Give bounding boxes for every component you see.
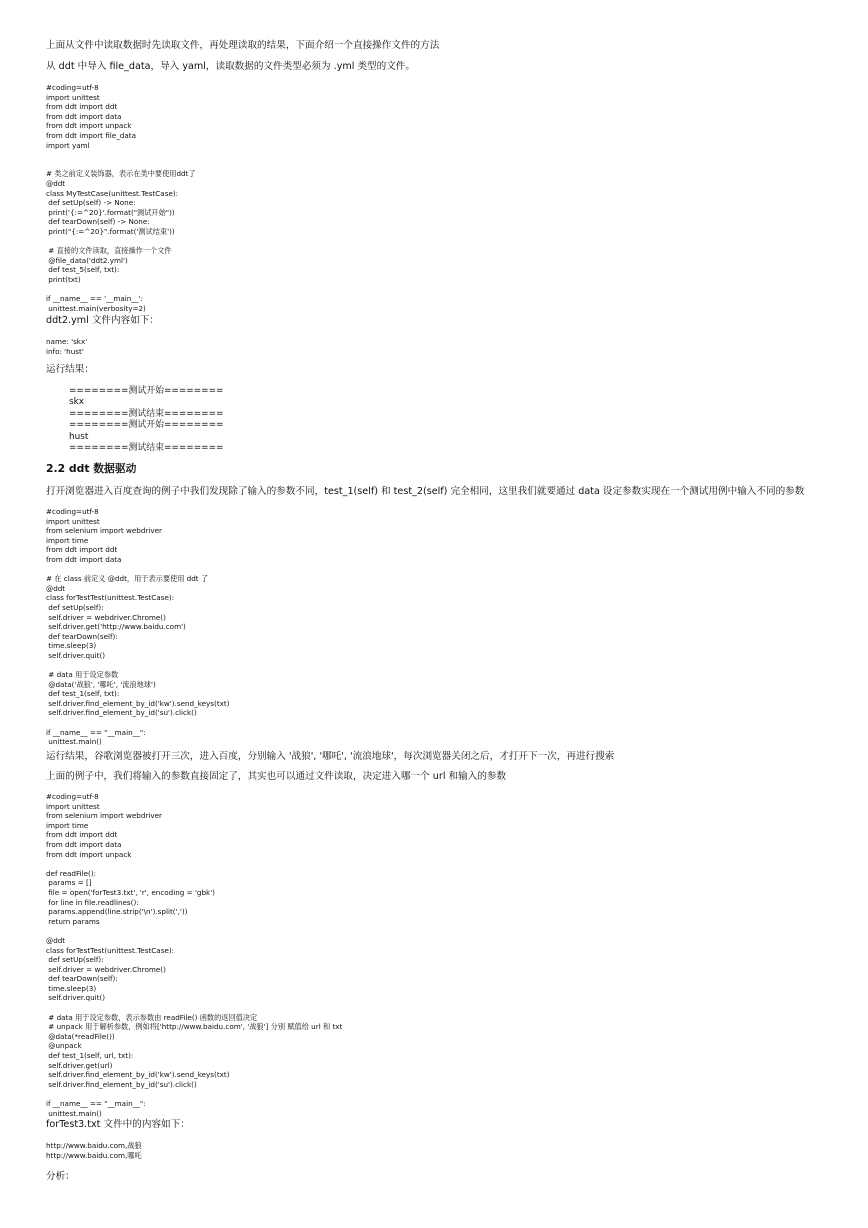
code-line: self.driver.get('http://www.baidu.com') xyxy=(46,622,186,632)
code-line: @ddt xyxy=(46,583,66,593)
code-line: def test_5(self, txt): xyxy=(46,265,120,275)
code-line: time.sleep(3) xyxy=(46,983,97,993)
code-line: # data 用于设定参数 xyxy=(46,670,119,680)
code-line xyxy=(46,926,342,936)
code-line xyxy=(46,1089,342,1099)
code-line: def setUp(self) -> None: xyxy=(46,198,136,208)
code-line: def tearDown(self) -> None: xyxy=(46,217,150,227)
code-line: from ddt import ddt xyxy=(46,102,118,112)
code-line: #coding=utf-8 xyxy=(46,792,99,801)
code-line: self.driver.find_element_by_id('su').click() xyxy=(46,708,197,718)
code-line: def tearDown(self): xyxy=(46,631,118,641)
code-line: info: 'hust' xyxy=(46,346,84,356)
code-line xyxy=(46,160,196,170)
code-line: import unittest xyxy=(46,801,100,811)
code-line: @data('战狼', '哪吒', '流浪地球') xyxy=(46,679,156,689)
code-line: unittest.main(verbosity=2) xyxy=(46,303,146,313)
code-line: if __name__ == "__main__": xyxy=(46,727,146,737)
code-line: def tearDown(self): xyxy=(46,974,118,984)
code-line: # 类之前定义装饰器，表示在类中要使用ddt了 xyxy=(46,169,196,179)
code-line: # 在 class 前定义 @ddt，用于表示要使用 ddt 了 xyxy=(46,574,209,584)
code-line: from selenium import webdriver xyxy=(46,526,163,536)
code-line: def test_1(self, url, txt): xyxy=(46,1051,134,1061)
code-line: self.driver.quit() xyxy=(46,650,106,660)
run-result-paragraph: 运行结果，谷歌浏览器被打开三次，进入百度，分别输入 '战狼', '哪吒', '流浪地球'，每次浏览器关闭之后，才打开下一次，再进行搜索 xyxy=(46,751,615,762)
code-line: ========测试结束======== xyxy=(69,443,224,454)
code-line: self.driver.get(url) xyxy=(46,1060,113,1070)
code-line: @unpack xyxy=(46,1041,82,1051)
code-line xyxy=(46,237,196,247)
code-line: # data 用于设定参数，表示参数由 readFile() 函数的返回值决定 xyxy=(46,1012,258,1022)
code-line: ========测试开始======== xyxy=(69,386,224,396)
code-line: # 直接的文件读取，直接操作一个文件 xyxy=(46,246,172,256)
code-line: class MyTestCase(unittest.TestCase): xyxy=(46,188,179,198)
code-line: class forTestTest(unittest.TestCase): xyxy=(46,945,175,955)
analysis-title: 分析： xyxy=(46,1171,75,1182)
code-line: def setUp(self): xyxy=(46,602,104,612)
code-line: from ddt import ddt xyxy=(46,830,118,840)
code-line: self.driver.quit() xyxy=(46,993,106,1003)
code-line: print("{:=^20}".format('测试结束')) xyxy=(46,226,175,236)
code-line: from ddt import ddt xyxy=(46,545,118,555)
code-line: if __name__ == '__main__': xyxy=(46,294,143,304)
code-line: #coding=utf-8 xyxy=(46,83,99,92)
code-block-yml xyxy=(46,337,87,356)
code-block-read-file xyxy=(46,792,342,1118)
code-line: http://www.baidu.com,战狼 xyxy=(46,1141,142,1150)
code-line: from ddt import data xyxy=(46,554,122,564)
run-result-title: 运行结果： xyxy=(46,364,94,375)
code-block-fortest-file xyxy=(46,1141,142,1160)
code-line: from ddt import data xyxy=(46,111,122,121)
code-line: unittest.main() xyxy=(46,737,102,747)
code-line: if __name__ == "__main__": xyxy=(46,1099,146,1108)
code-line: skx xyxy=(69,397,85,408)
code-line: file = open('forTest3.txt', 'r', encoding = 'gbk') xyxy=(46,887,215,897)
yml-content-title: ddt2.yml 文件内容如下： xyxy=(46,315,159,326)
code-line: params.append(line.strip('\n').split(',')) xyxy=(46,907,188,917)
code-line: import time xyxy=(46,820,89,830)
code-line: self.driver = webdriver.Chrome() xyxy=(46,612,166,622)
code-line: ========测试结束======== xyxy=(69,408,224,419)
code-line: ========测试开始======== xyxy=(69,420,224,431)
code-line: def readFile(): xyxy=(46,868,97,878)
code-line: http://www.baidu.com,哪吒 xyxy=(46,1150,142,1160)
code-line: @file_data('ddt2.yml') xyxy=(46,255,128,265)
code-line: for line in file.readlines(): xyxy=(46,897,139,907)
code-line: from ddt import data xyxy=(46,839,122,849)
code-line: import time xyxy=(46,535,89,545)
code-block-file-data xyxy=(46,83,196,313)
code-line: unittest.main() xyxy=(46,1108,102,1118)
code-line: self.driver = webdriver.Chrome() xyxy=(46,964,166,974)
code-line: self.driver.find_element_by_id('su').click() xyxy=(46,1079,197,1089)
code-line: print('{:=^20}'.format("测试开始")) xyxy=(46,207,175,217)
code-line: import unittest xyxy=(46,92,100,102)
code-line xyxy=(46,859,342,869)
code-line: hust xyxy=(69,431,89,442)
code-line: params = [] xyxy=(46,878,92,888)
code-line xyxy=(46,150,196,160)
code-line: return params xyxy=(46,916,100,926)
code-line xyxy=(46,284,196,294)
intro-paragraph-2: 从 ddt 中导入 file_data，导入 yaml，读取数据的文件类型必须为 .yml 类型的文件。 xyxy=(46,61,415,72)
code-line xyxy=(46,661,230,671)
code-line xyxy=(46,718,230,728)
code-line: self.driver.find_element_by_id('kw').send_keys(txt) xyxy=(46,1070,230,1080)
file-read-paragraph: 上面的例子中，我们将输入的参数直接固定了，其实也可以通过文件读取，决定进入哪一个 url 和输入的参数 xyxy=(46,771,507,782)
code-line: self.driver.find_element_by_id('kw').send_keys(txt) xyxy=(46,698,230,708)
code-line: # unpack 用于解析参数，例如将['http://www.baidu.com', '战狼'] 分别 赋值给 url 和 txt xyxy=(46,1022,343,1032)
code-line: from ddt import unpack xyxy=(46,121,132,131)
code-line: def setUp(self): xyxy=(46,955,104,965)
code-line xyxy=(46,1003,342,1013)
code-line xyxy=(46,565,230,575)
intro-paragraph-1: 上面从文件中读取数据时先读取文件，再处理读取的结果，下面介绍一个直接操作文件的方法 xyxy=(46,40,440,51)
code-line: print(txt) xyxy=(46,274,81,284)
code-line: def test_1(self, txt): xyxy=(46,689,120,699)
section-paragraph: 打开浏览器进入百度查询的例子中我们发现除了输入的参数不同，test_1(self) 和 test_2(self) 完全相同，这里我们就要通过 data 设定参数实现在一个测试用例中输入不同的参数 xyxy=(46,486,805,497)
code-line: @ddt xyxy=(46,935,66,945)
section-heading: 2.2 ddt 数据驱动 xyxy=(46,462,137,475)
code-line: import unittest xyxy=(46,516,100,526)
code-line: time.sleep(3) xyxy=(46,641,97,651)
code-line: name: 'skx' xyxy=(46,337,88,346)
code-line: from ddt import file_data xyxy=(46,130,136,140)
code-line: from ddt import unpack xyxy=(46,849,132,859)
code-line: @ddt xyxy=(46,178,66,188)
run-result-output xyxy=(69,386,223,454)
code-line: #coding=utf-8 xyxy=(46,507,99,516)
code-line: class forTestTest(unittest.TestCase): xyxy=(46,593,175,603)
code-line: from selenium import webdriver xyxy=(46,811,163,821)
code-line: @data(*readFile()) xyxy=(46,1031,115,1041)
fortest-content-title: forTest3.txt 文件中的内容如下： xyxy=(46,1119,190,1130)
code-block-data-driven xyxy=(46,507,230,747)
code-line: import yaml xyxy=(46,140,90,150)
